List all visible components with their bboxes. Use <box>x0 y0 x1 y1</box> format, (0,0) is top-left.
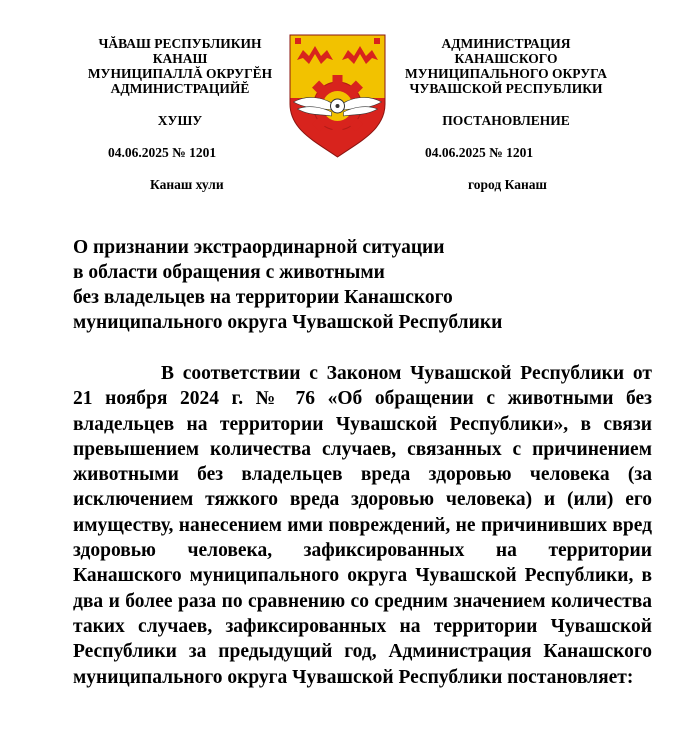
header-right-russian <box>398 36 614 192</box>
body-paragraph: В соответствии с Законом Чувашской Республики от 21 ноября 2024 г. № 76 «Об обращении с животными без владельцев на территории Чувашской Республики», в связи превышением количества случаев, связанных с причинением животными без владельцев вреда здоровью человека (за исключением тяжкого вреда здоровью человека) и (или) его имуществу, нанесением ими повреждений, не причинивших вред здоровью человека, зафиксированных на территории Канашского муниципального округа Чувашской Республики, в два и более раза по сравнению со средним значением количества таких случаев, зафиксированных на территории Чувашской Республики за предыдущий год, Администрация Канашского муниципального округа Чувашской Республики постановляет: <box>73 363 652 688</box>
header-right-line: ЧУВАШСКОЙ РЕСПУБЛИКИ <box>409 81 603 96</box>
document-title <box>73 235 502 335</box>
header-left-line: МУНИЦИПАЛЛĂ ОКРУГĔН <box>87 66 273 81</box>
place-russian: город Канаш <box>468 177 547 192</box>
doc-type-russian: ПОСТАНОВЛЕНИЕ <box>442 113 570 128</box>
header-right-line: КАНАШСКОГО <box>454 51 558 66</box>
header-left-chuvash <box>80 36 280 192</box>
title-line: в области обращения с животными <box>73 262 385 283</box>
date-number-chuvash: 04.06.2025 № 1201 <box>108 145 217 160</box>
place-chuvash: Канаш хули <box>150 177 224 192</box>
header-right-line: АДМИНИСТРАЦИЯ <box>441 36 571 51</box>
header-left-line: КАНАШ <box>152 51 208 66</box>
header-right-line: МУНИЦИПАЛЬНОГО ОКРУГА <box>405 66 607 81</box>
title-line: О признании экстраординарной ситуации <box>73 237 445 258</box>
kanash-coat-of-arms-icon <box>289 34 386 158</box>
doc-type-chuvash: ХУШУ <box>157 113 203 128</box>
header-left-line: АДМИНИСТРАЦИЙĔ <box>110 81 250 96</box>
title-line: без владельцев на территории Канашского <box>73 287 453 308</box>
title-line: муниципального округа Чувашской Республики <box>73 312 503 333</box>
date-number-russian: 04.06.2025 № 1201 <box>425 145 534 160</box>
header-left-line: ЧĂВАШ РЕСПУБЛИКИН <box>98 36 262 51</box>
